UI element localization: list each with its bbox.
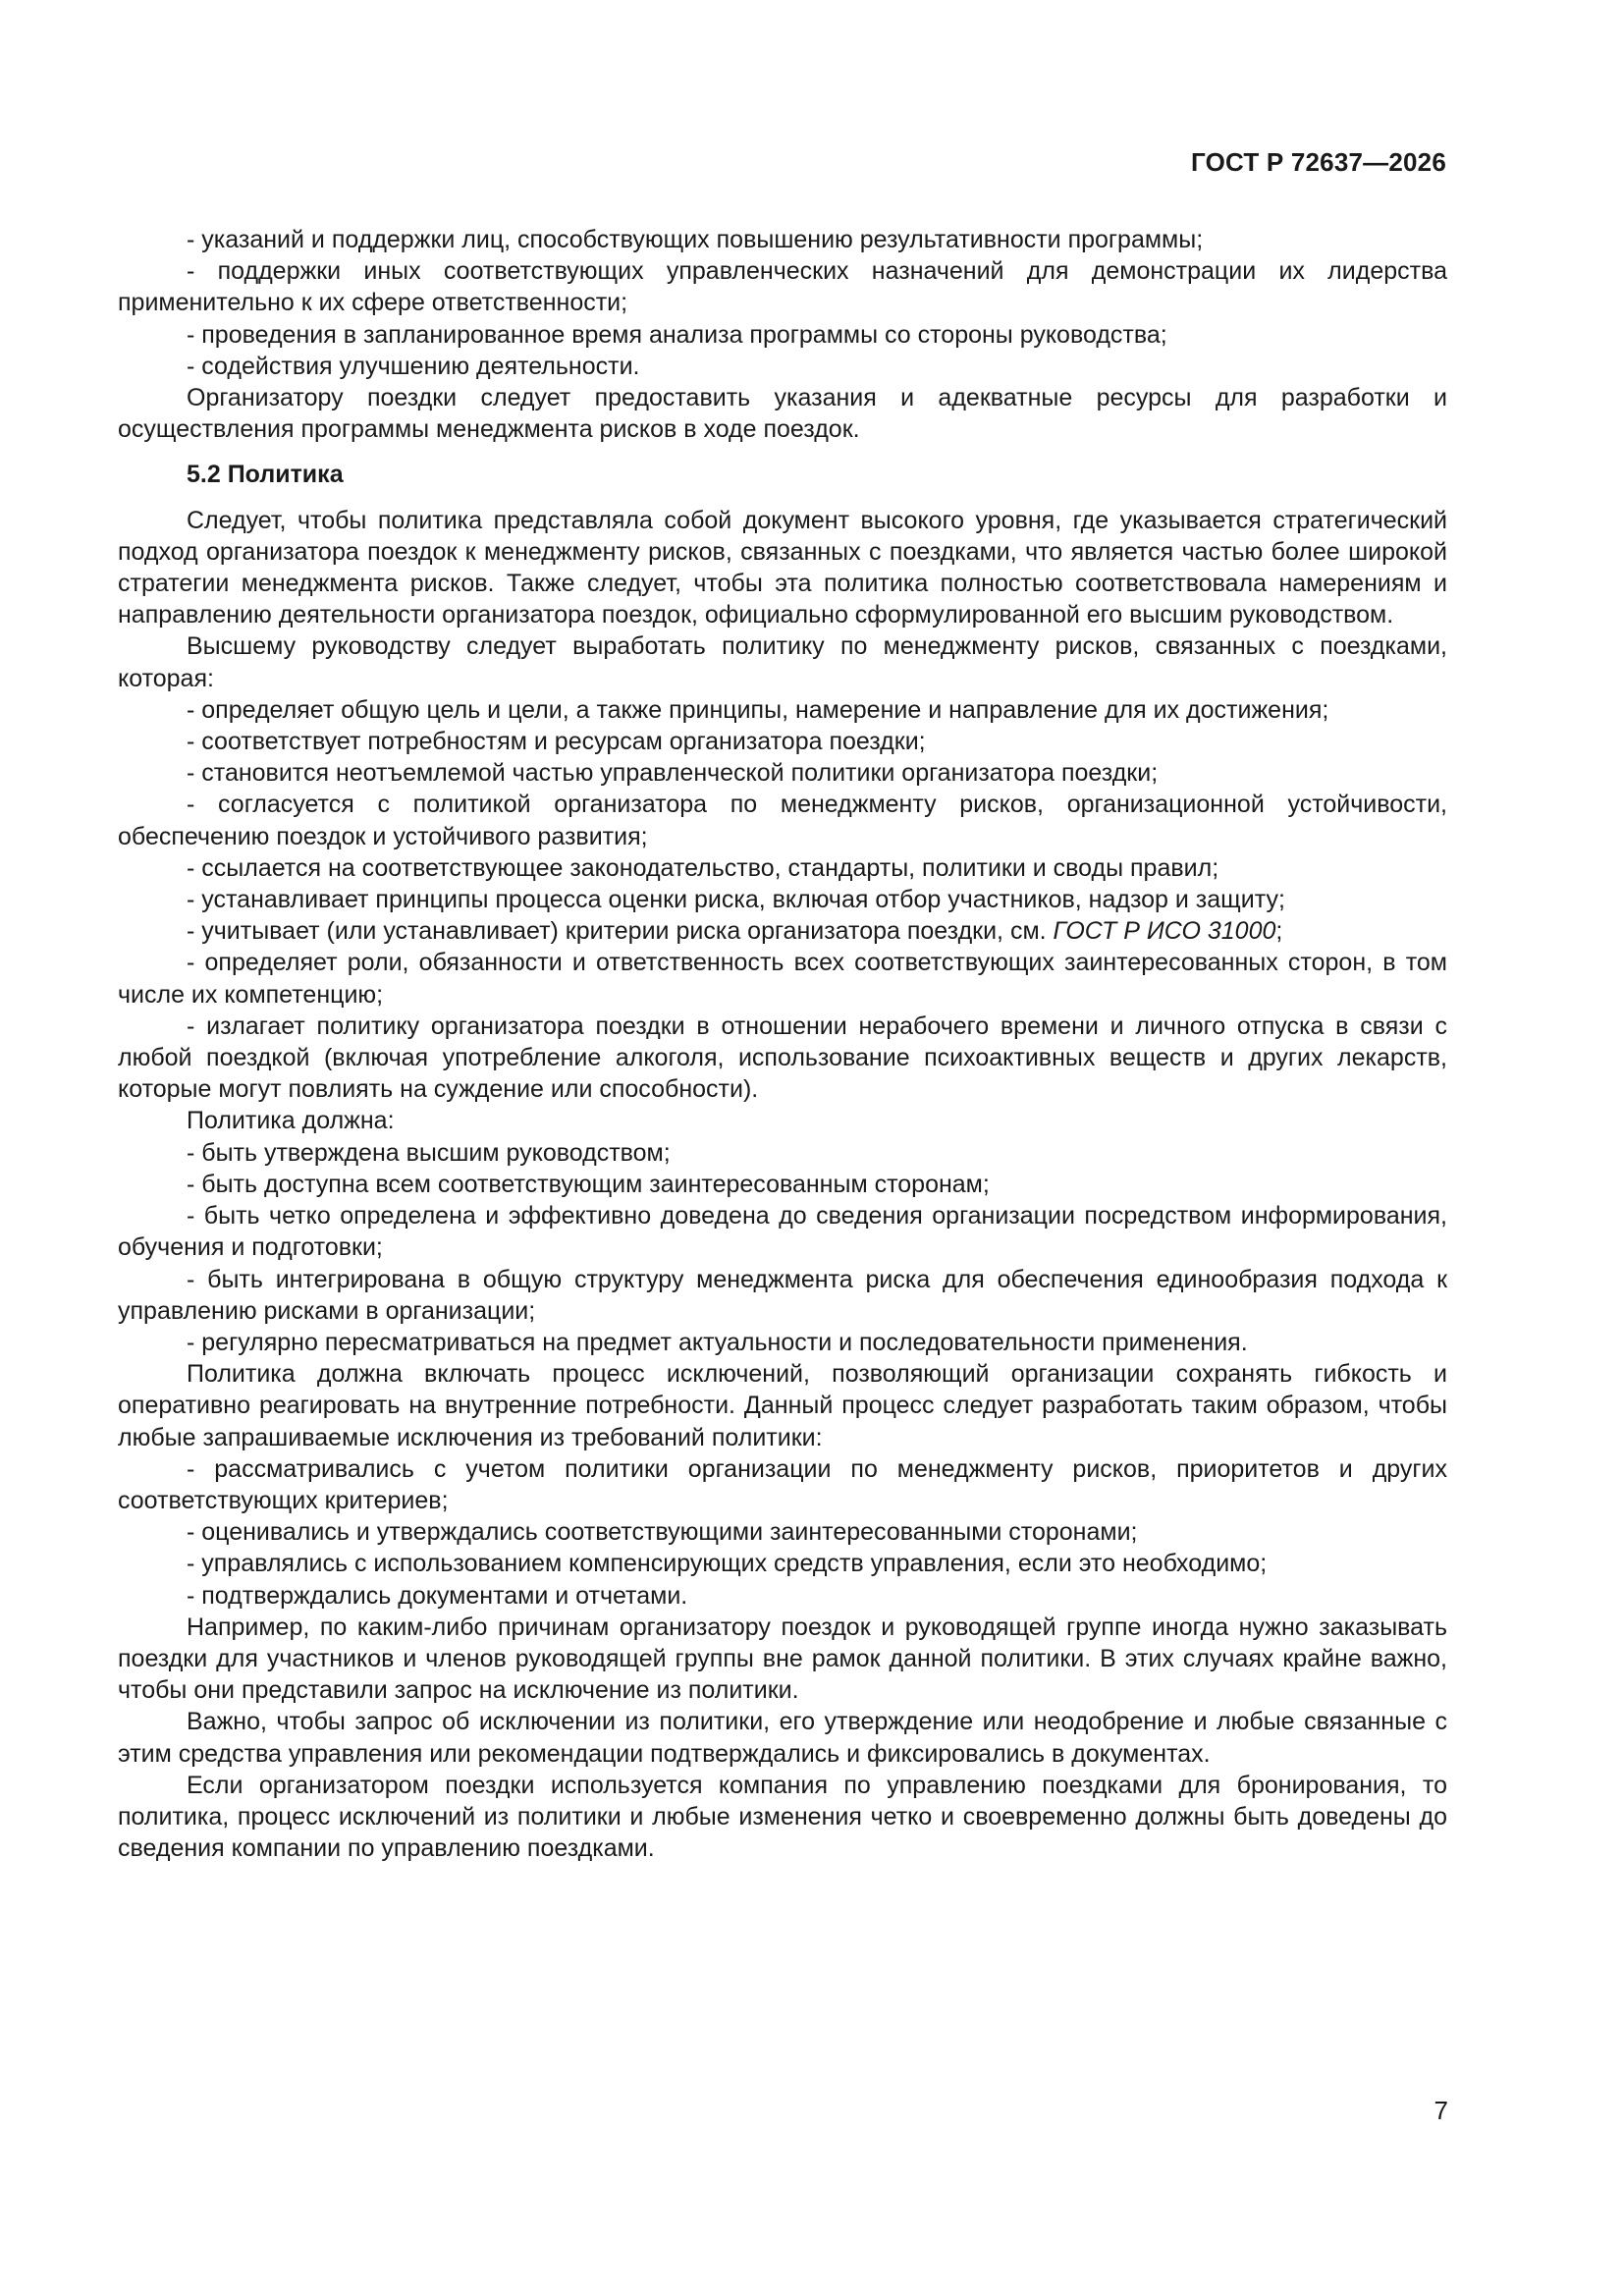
list-item-end: ; bbox=[1275, 917, 1283, 946]
list-item: - рассматривались с учетом политики организации по менеджменту рисков, приоритетов и других соответствующих критериев; bbox=[118, 1454, 1447, 1514]
list-item: - быть интегрирована в общую структуру менеджмента риска для обеспечения единообразия подхода к управлению рисками в организации; bbox=[118, 1265, 1447, 1325]
document-body bbox=[118, 224, 1447, 1864]
list-item: - быть доступна всем соответствующим заинтересованным сторонам; bbox=[187, 1170, 990, 1198]
paragraph: Политика должна: bbox=[187, 1107, 395, 1135]
paragraph: Например, по каким-либо причинам организатору поездок и руководящей группе иногда нужно заказывать поездки для участников и членов руководящей группы вне рамок данной политики. В этих случаях крайне важно, чтобы они представили запрос на исключение из политики. bbox=[118, 1613, 1447, 1705]
list-item: - подтверждались документами и отчетами. bbox=[187, 1581, 688, 1610]
list-item: - ссылается на соответствующее законодательство, стандарты, политики и своды правил; bbox=[187, 853, 1219, 882]
list-item: - проведения в запланированное время анализа программы со стороны руководства; bbox=[187, 320, 1167, 349]
list-item: - поддержки иных соответствующих управленческих назначений для демонстрации их лидерства применительно к их сфере ответственности; bbox=[118, 257, 1447, 317]
document-header: ГОСТ Р 72637—2026 bbox=[1191, 147, 1446, 177]
paragraph: Следует, чтобы политика представляла собой документ высокого уровня, где указывается стратегический подход организатора поездок к менеджменту рисков, связанных с поездками, что является частью более широкой стратегии менеджмента рисков. Также следует, чтобы эта политика полностью соответствовала намерениям и направлению деятельности организатора поездок, официально сформулированной его высшим руководством. bbox=[118, 506, 1447, 629]
list-item: - быть утверждена высшим руководством; bbox=[187, 1138, 671, 1167]
list-item: - определяет роли, обязанности и ответственность всех соответствующих заинтересованных сторон, в том числе их компетенцию; bbox=[118, 949, 1447, 1009]
section-heading: 5.2 Политика bbox=[187, 461, 344, 489]
paragraph: Если организатором поездки используется компания по управлению поездками для бронирования, то политика, процесс исключений из политики и любые изменения четко и своевременно должны быть доведены до сведения компании по управлению поездками. bbox=[118, 1771, 1447, 1863]
paragraph: Организатору поездки следует предоставить указания и адекватные ресурсы для разработки и осуществления программы менеджмента рисков в ходе поездок. bbox=[118, 384, 1447, 444]
list-item bbox=[118, 915, 1447, 947]
list-item: - быть четко определена и эффективно доведена до сведения организации посредством информирования, обучения и подготовки; bbox=[118, 1202, 1447, 1262]
standard-reference: ГОСТ Р ИСО 31000 bbox=[1053, 917, 1276, 946]
paragraph: Политика должна включать процесс исключений, позволяющий организации сохранять гибкость и оперативно реагировать на внутренние потребности. Данный процесс следует разработать таким образом, чтобы любые запрашиваемые исключения из требований политики: bbox=[118, 1360, 1447, 1451]
page-number: 7 bbox=[1434, 2096, 1448, 2125]
list-item: - согласуется с политикой организатора по менеджменту рисков, организационной устойчивости, обеспечению поездок и устойчивого развития; bbox=[118, 791, 1447, 850]
list-item: - указаний и поддержки лиц, способствующих повышению результативности программы; bbox=[187, 226, 1204, 253]
list-item: - управлялись с использованием компенсирующих средств управления, если это необходимо; bbox=[187, 1550, 1268, 1578]
paragraph: Высшему руководству следует выработать политику по менеджменту рисков, связанных с поездками, которая: bbox=[118, 632, 1447, 692]
list-item: - устанавливает принципы процесса оценки риска, включая отбор участников, надзор и защиту; bbox=[187, 886, 1285, 914]
list-item: - регулярно пересматриваться на предмет актуальности и последовательности применения. bbox=[187, 1328, 1248, 1356]
paragraph: Важно, чтобы запрос об исключении из политики, его утверждение или неодобрение и любые связанные с этим средства управления или рекомендации подтверждались и фиксировались в документах. bbox=[118, 1708, 1447, 1768]
list-item-text: - учитывает (или устанавливает) критерии риска организатора поездки, см. bbox=[187, 917, 1047, 946]
list-item: - определяет общую цель и цели, а также принципы, намерение и направление для их достижения; bbox=[187, 695, 1329, 724]
list-item: - излагает политику организатора поездки в отношении нерабочего времени и личного отпуска в связи с любой поездкой (включая употребление алкоголя, использование психоактивных веществ и других лекарств, которые могут повлиять на суждение или способности). bbox=[118, 1011, 1447, 1104]
list-item: - становится неотъемлемой частью управленческой политики организатора поездки; bbox=[187, 759, 1159, 788]
list-item: - содействия улучшению деятельности. bbox=[187, 352, 640, 380]
list-item: - оценивались и утверждались соответствующими заинтересованными сторонами; bbox=[187, 1518, 1138, 1547]
list-item: - соответствует потребностям и ресурсам организатора поездки; bbox=[187, 728, 926, 756]
